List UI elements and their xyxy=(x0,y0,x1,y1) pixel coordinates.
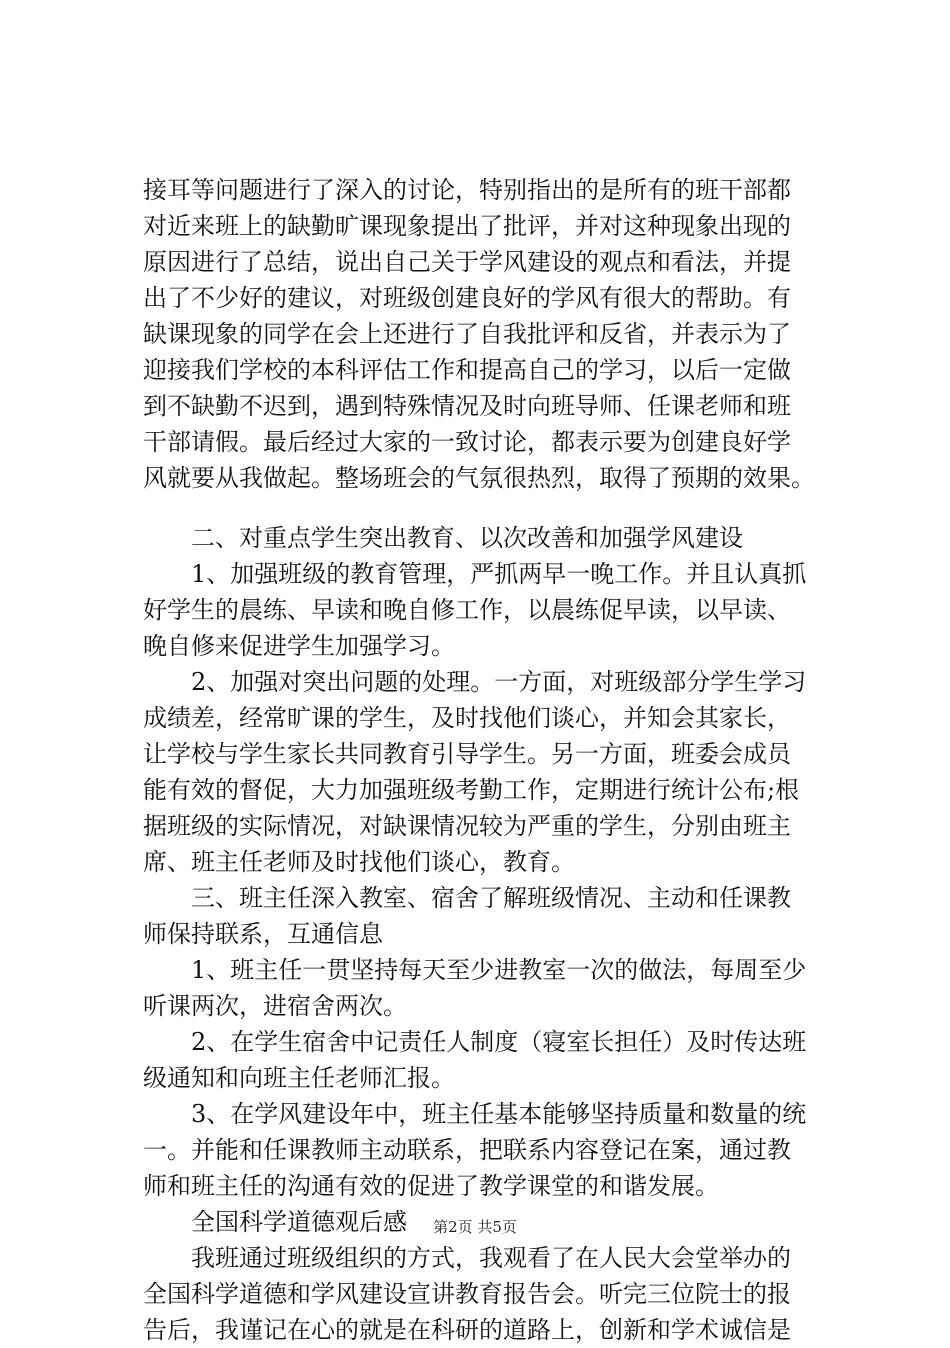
text-line: 缺课现象的同学在会上还进行了自我批评和反省，并表示为了 xyxy=(143,320,791,348)
paragraph-1 xyxy=(143,172,833,496)
text-line: 风就要从我做起。整场班会的气氛很热烈，取得了预期的效果。 xyxy=(143,464,815,492)
text-line: 全国科学道德观后感 xyxy=(143,1208,407,1236)
text-line: 1、班主任一贯坚持每天至少进教室一次的做法，每周至少 xyxy=(143,956,807,984)
text-line: 全国科学道德和学风建设宣讲教育报告会。听完三位院士的报 xyxy=(143,1280,791,1308)
page-footer: 第2页 共5页 xyxy=(433,1218,517,1236)
text-line: 三、班主任深入教室、宿舍了解班级情况、主动和任课教 xyxy=(143,884,791,912)
text-line: 级通知和向班主任老师汇报。 xyxy=(143,1064,455,1092)
text-line: 2、加强对突出问题的处理。一方面，对班级部分学生学习 xyxy=(143,668,807,696)
text-line: 好学生的晨练、早读和晚自修工作，以晨练促早读，以早读、 xyxy=(143,596,791,624)
text-line: 据班级的实际情况，对缺课情况较为严重的学生，分别由班主 xyxy=(143,812,791,840)
text-line: 1、加强班级的教育管理，严抓两早一晚工作。并且认真抓 xyxy=(143,560,807,588)
text-line: 干部请假。最后经过大家的一致讨论，都表示要为创建良好学 xyxy=(143,428,791,456)
paragraph-gap xyxy=(143,496,833,520)
text-line: 师和班主任的沟通有效的促进了教学课堂的和谐发展。 xyxy=(143,1172,719,1200)
text-line: 听课两次，进宿舍两次。 xyxy=(143,992,407,1020)
text-line: 原因进行了总结，说出自己关于学风建设的观点和看法，并提 xyxy=(143,248,791,276)
text-line: 出了不少好的建议，对班级创建良好的学风有很大的帮助。有 xyxy=(143,284,791,312)
text-line: 3、在学风建设年中，班主任基本能够坚持质量和数量的统 xyxy=(143,1100,807,1128)
text-line: 一。并能和任课教师主动联系，把联系内容登记在案，通过教 xyxy=(143,1136,791,1164)
text-line: 2、在学生宿舍中记责任人制度（寝室长担任）及时传达班 xyxy=(143,1028,807,1056)
text-line: 告后，我谨记在心的就是在科研的道路上，创新和学术诚信是 xyxy=(143,1316,791,1344)
text-line: 我班通过班级组织的方式，我观看了在人民大会堂举办的 xyxy=(143,1244,791,1272)
text-line: 师保持联系，互通信息 xyxy=(143,920,383,948)
text-line: 让学校与学生家长共同教育引导学生。另一方面，班委会成员 xyxy=(143,740,791,768)
text-line: 接耳等问题进行了深入的讨论，特别指出的是所有的班干部都 xyxy=(143,176,791,204)
text-line: 对近来班上的缺勤旷课现象提出了批评，并对这种现象出现的 xyxy=(143,212,791,240)
text-line: 席、班主任老师及时找他们谈心，教育。 xyxy=(143,848,575,876)
document-body xyxy=(143,172,833,1348)
text-line: 迎接我们学校的本科评估工作和提高自己的学习，以后一定做 xyxy=(143,356,791,384)
text-line: 成绩差，经常旷课的学生，及时找他们谈心，并知会其家长， xyxy=(143,704,791,732)
text-line: 二、对重点学生突出教育、以次改善和加强学风建设 xyxy=(143,524,743,552)
text-line: 到不缺勤不迟到，遇到特殊情况及时向班导师、任课老师和班 xyxy=(143,392,791,420)
text-line: 晚自修来促进学生加强学习。 xyxy=(143,632,455,660)
text-line: 能有效的督促，大力加强班级考勤工作，定期进行统计公布;根 xyxy=(143,776,800,804)
